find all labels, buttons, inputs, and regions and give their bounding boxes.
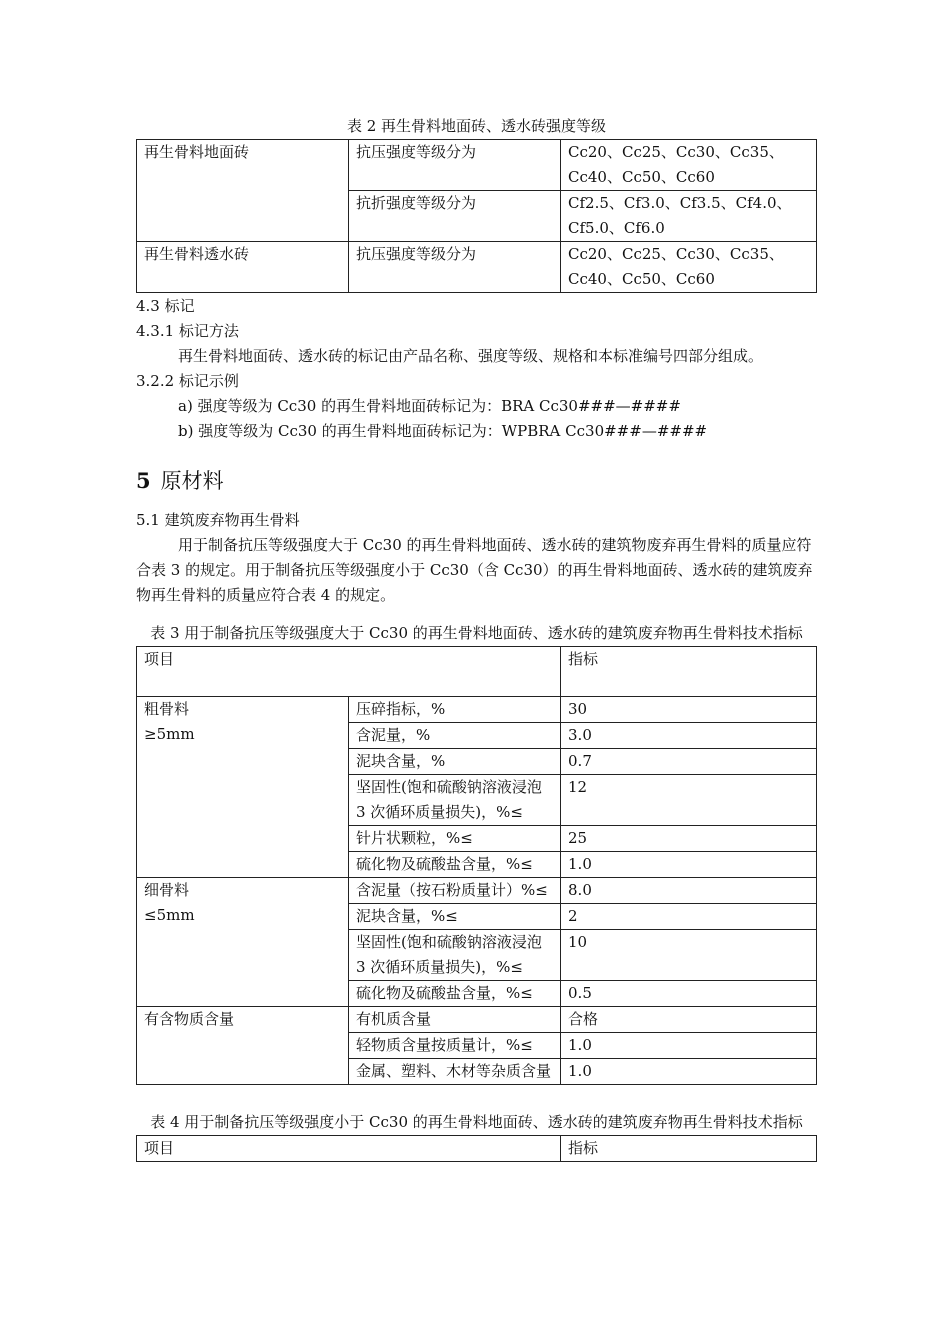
table-cell: 金属、塑料、木材等杂质含量 bbox=[349, 1059, 561, 1085]
table3 bbox=[136, 646, 817, 1085]
header-cell: 指标 bbox=[561, 647, 817, 697]
table-cell: 10 bbox=[561, 930, 817, 981]
table-cell: 30 bbox=[561, 697, 817, 723]
subsection-heading: 3.2.2 标记示例 bbox=[136, 372, 239, 390]
table-cell: 0.7 bbox=[561, 749, 817, 775]
chapter-title: 原材料 bbox=[160, 469, 224, 493]
group-cell bbox=[137, 1007, 349, 1085]
group-size: ≥5mm bbox=[144, 725, 195, 743]
table-cell: Cc20、Cc25、Cc30、Cc35、Cc40、Cc50、Cc60 bbox=[561, 140, 817, 191]
table-cell: 再生骨料地面砖 bbox=[137, 140, 349, 242]
table-cell: 3.0 bbox=[561, 723, 817, 749]
table-cell: 1.0 bbox=[561, 1033, 817, 1059]
header-cell: 项目 bbox=[137, 647, 561, 697]
table-cell: 抗压强度等级分为 bbox=[349, 242, 561, 293]
list-item: b) 强度等级为 Cc30 的再生骨料地面砖标记为：WPBRA Cc30###—#### bbox=[178, 422, 708, 440]
table-row bbox=[137, 697, 817, 723]
table-cell: 抗折强度等级分为 bbox=[349, 191, 561, 242]
table-cell: 泥块含量，% bbox=[349, 749, 561, 775]
table-header-row bbox=[137, 1136, 817, 1162]
table-cell: 0.5 bbox=[561, 981, 817, 1007]
table-cell: Cf2.5、Cf3.0、Cf3.5、Cf4.0、Cf5.0、Cf6.0 bbox=[561, 191, 817, 242]
table-cell: 压碎指标，% bbox=[349, 697, 561, 723]
table-cell: 12 bbox=[561, 775, 817, 826]
group-name: 粗骨料 bbox=[144, 700, 190, 718]
subsection-heading: 5.1 建筑废弃物再生骨料 bbox=[136, 511, 300, 529]
group-name: 有含物质含量 bbox=[144, 1010, 235, 1028]
table-row bbox=[137, 140, 817, 191]
table-cell: 硫化物及硫酸盐含量，%≤ bbox=[349, 852, 561, 878]
table-row bbox=[137, 242, 817, 293]
table-cell: 2 bbox=[561, 904, 817, 930]
table-row bbox=[137, 1007, 817, 1033]
table-cell: 1.0 bbox=[561, 1059, 817, 1085]
table2-caption: 表 2 再生骨料地面砖、透水砖强度等级 bbox=[346, 117, 607, 135]
chapter-heading bbox=[136, 466, 817, 496]
table-cell: 8.0 bbox=[561, 878, 817, 904]
table-cell: 针片状颗粒，%≤ bbox=[349, 826, 561, 852]
document-page bbox=[136, 114, 817, 1162]
table-cell: 抗压强度等级分为 bbox=[349, 140, 561, 191]
subsection-heading: 4.3.1 标记方法 bbox=[136, 322, 239, 340]
table-cell: 再生骨料透水砖 bbox=[137, 242, 349, 293]
list-item: a) 强度等级为 Cc30 的再生骨料地面砖标记为：BRA Cc30###—#### bbox=[178, 397, 681, 415]
chapter-number: 5 bbox=[136, 468, 151, 493]
table4 bbox=[136, 1135, 817, 1162]
table-row bbox=[137, 878, 817, 904]
table-cell: 坚固性(饱和硫酸钠溶液浸泡 3 次循环质量损失)，%≤ bbox=[349, 930, 561, 981]
table-cell: 25 bbox=[561, 826, 817, 852]
table-cell: 含泥量，% bbox=[349, 723, 561, 749]
table2 bbox=[136, 139, 817, 293]
table4-caption: 表 4 用于制备抗压等级强度小于 Cc30 的再生骨料地面砖、透水砖的建筑废弃物再生骨料技术指标 bbox=[150, 1113, 803, 1131]
group-cell bbox=[137, 878, 349, 1007]
table-cell: 泥块含量，%≤ bbox=[349, 904, 561, 930]
table-cell: 硫化物及硫酸盐含量，%≤ bbox=[349, 981, 561, 1007]
header-cell: 项目 bbox=[137, 1136, 561, 1162]
paragraph: 用于制备抗压等级强度大于 Cc30 的再生骨料地面砖、透水砖的建筑物废弃再生骨料的质量应符合表 3 的规定。用于制备抗压等级强度小于 Cc30（含 Cc30）的再生骨料地面砖、透水砖的建筑废弃物再生骨料的质量应符合表 4 的规定。 bbox=[136, 536, 813, 604]
table-cell: 坚固性(饱和硫酸钠溶液浸泡 3 次循环质量损失)，%≤ bbox=[349, 775, 561, 826]
table-cell: 含泥量（按石粉质量计）%≤ bbox=[349, 878, 561, 904]
table-header-row bbox=[137, 647, 817, 697]
table-cell: 合格 bbox=[561, 1007, 817, 1033]
group-name: 细骨料 bbox=[144, 881, 190, 899]
table3-caption: 表 3 用于制备抗压等级强度大于 Cc30 的再生骨料地面砖、透水砖的建筑废弃物再生骨料技术指标 bbox=[150, 624, 803, 642]
section-heading: 4.3 标记 bbox=[136, 297, 195, 315]
table-cell: Cc20、Cc25、Cc30、Cc35、Cc40、Cc50、Cc60 bbox=[561, 242, 817, 293]
paragraph: 再生骨料地面砖、透水砖的标记由产品名称、强度等级、规格和本标准编号四部分组成。 bbox=[178, 347, 764, 365]
table-cell: 轻物质含量按质量计，%≤ bbox=[349, 1033, 561, 1059]
group-size: ≤5mm bbox=[144, 906, 195, 924]
header-cell: 指标 bbox=[561, 1136, 817, 1162]
table-cell: 有机质含量 bbox=[349, 1007, 561, 1033]
table-cell: 1.0 bbox=[561, 852, 817, 878]
group-cell bbox=[137, 697, 349, 878]
